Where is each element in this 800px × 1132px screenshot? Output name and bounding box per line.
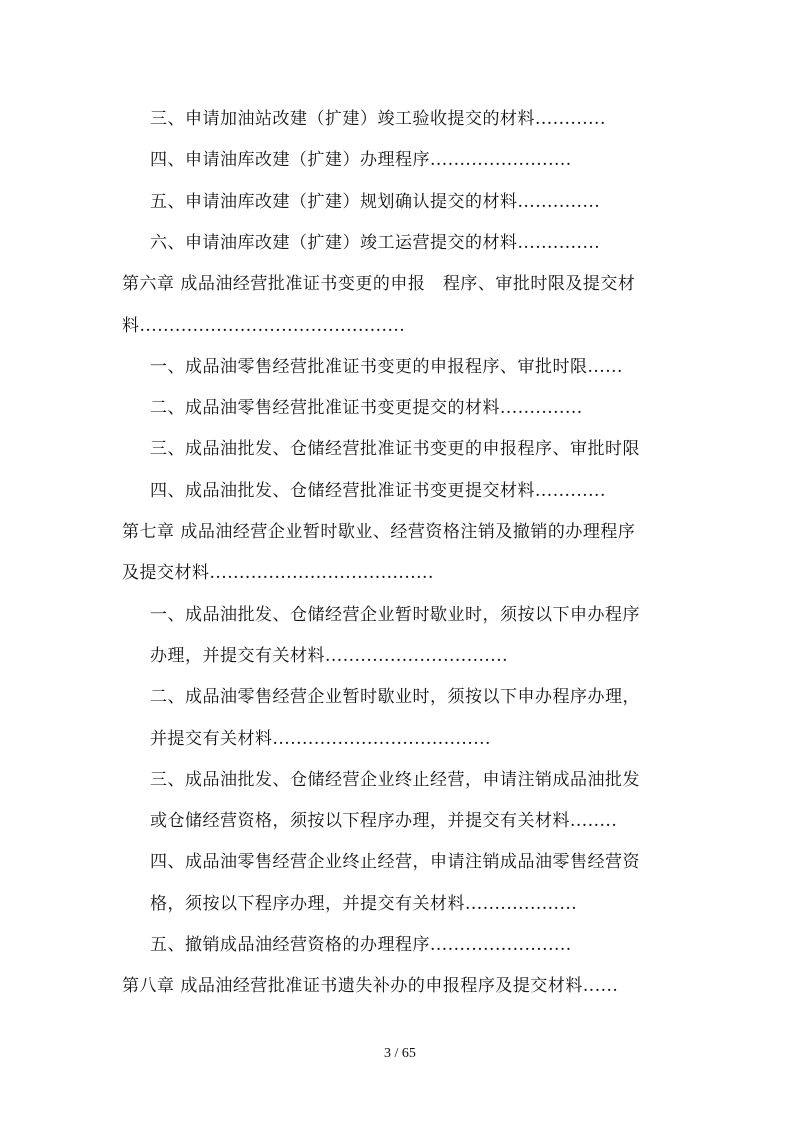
toc-entry[interactable] bbox=[122, 273, 676, 295]
toc-entry-leader: ........ bbox=[570, 811, 618, 831]
toc-entry-leader: ............ bbox=[535, 481, 606, 501]
toc-entry-leader: ............................... bbox=[325, 646, 509, 666]
toc-entry-text: 一、成品油批发、仓储经营企业暂时歇业时，须按以下申办程序 bbox=[150, 605, 640, 625]
toc-entry-leader: ........................ bbox=[430, 935, 572, 955]
toc-entry-text: 第八章 成品油经营批准证书遗失补办的申报程序及提交材料 bbox=[122, 976, 583, 996]
toc-entry-text: 第六章 成品油经营批准证书变更的申报 程序、审批时限及提交材 bbox=[122, 274, 636, 294]
toc-entry[interactable] bbox=[150, 191, 676, 213]
toc-entry-text: 二、成品油零售经营企业暂时歇业时，须按以下申办程序办理， bbox=[150, 687, 640, 707]
toc-entry-leader: ..................................... bbox=[272, 729, 491, 749]
toc-entry[interactable] bbox=[150, 604, 676, 626]
toc-entry[interactable] bbox=[150, 438, 676, 460]
toc-entry-text: 六、申请油库改建（扩建）竣工运营提交的材料 bbox=[150, 233, 518, 253]
toc-entry[interactable] bbox=[150, 893, 676, 915]
toc-entry-leader: ...... bbox=[587, 357, 623, 377]
toc-entry-text: 二、成品油零售经营批准证书变更提交的材料 bbox=[150, 398, 500, 418]
toc-entry-leader: .............. bbox=[517, 192, 601, 212]
toc-entry-text: 格，须按以下程序办理，并提交有关材料 bbox=[150, 894, 465, 914]
toc-entry-leader: .............. bbox=[517, 233, 601, 253]
toc-entry-text: 及提交材料 bbox=[122, 563, 210, 583]
toc-entry-text: 料 bbox=[122, 316, 140, 336]
toc-entry-text: 四、成品油零售经营企业终止经营，申请注销成品油零售经营资 bbox=[150, 852, 640, 872]
toc-entry[interactable] bbox=[122, 521, 676, 543]
toc-entry[interactable] bbox=[150, 810, 676, 832]
toc-entry-leader: ...................................... bbox=[209, 563, 434, 583]
toc-entry[interactable] bbox=[150, 728, 676, 750]
toc-entry[interactable] bbox=[122, 975, 676, 997]
toc-entry-text: 四、申请油库改建（扩建）办理程序 bbox=[150, 150, 430, 170]
toc-entry-leader: ............ bbox=[535, 109, 606, 129]
toc-entry[interactable] bbox=[150, 769, 676, 791]
toc-entry-text: 办理，并提交有关材料 bbox=[150, 646, 325, 666]
toc-entry[interactable] bbox=[150, 686, 676, 708]
toc-entry[interactable] bbox=[122, 562, 676, 584]
toc-entry[interactable] bbox=[150, 397, 676, 419]
toc-entry-text: 五、撤销成品油经营资格的办理程序 bbox=[150, 935, 430, 955]
toc-entry-text: 或仓储经营资格，须按以下程序办理，并提交有关材料 bbox=[150, 811, 570, 831]
toc-entry-leader: .............. bbox=[500, 398, 583, 418]
toc-entry[interactable] bbox=[150, 645, 676, 667]
toc-entry[interactable] bbox=[150, 356, 676, 378]
toc-entry-text: 一、成品油零售经营批准证书变更的申报程序、审批时限 bbox=[150, 357, 588, 377]
toc-entry-leader: ............................................. bbox=[139, 316, 406, 336]
toc-entry[interactable] bbox=[150, 108, 676, 130]
toc-entry-leader: ...... bbox=[582, 976, 619, 996]
toc-entry-text: 五、申请油库改建（扩建）规划确认提交的材料 bbox=[150, 192, 518, 212]
toc-entry-text: 三、成品油批发、仓储经营企业终止经营，申请注销成品油批发 bbox=[150, 770, 640, 790]
toc-entry-text: 四、成品油批发、仓储经营批准证书变更提交材料 bbox=[150, 481, 535, 501]
toc-entry-text: 第七章 成品油经营企业暂时歇业、经营资格注销及撤销的办理程序 bbox=[122, 522, 636, 542]
toc-entry-text: 三、申请加油站改建（扩建）竣工验收提交的材料 bbox=[150, 109, 535, 129]
toc-entry-leader: ................... bbox=[465, 894, 578, 914]
page-number: 3 / 65 bbox=[384, 1046, 416, 1061]
toc-entry-leader: ........................ bbox=[430, 150, 572, 170]
toc-entry[interactable] bbox=[150, 149, 676, 171]
toc-entry[interactable] bbox=[150, 480, 676, 502]
toc-entry-text: 三、成品油批发、仓储经营批准证书变更的申报程序、审批时限 bbox=[150, 439, 640, 459]
toc-entry[interactable] bbox=[150, 851, 676, 873]
toc-entry-text: 并提交有关材料 bbox=[150, 729, 273, 749]
toc-entry[interactable] bbox=[150, 232, 676, 254]
toc-entry[interactable] bbox=[150, 934, 676, 956]
toc-entry[interactable] bbox=[122, 315, 676, 337]
